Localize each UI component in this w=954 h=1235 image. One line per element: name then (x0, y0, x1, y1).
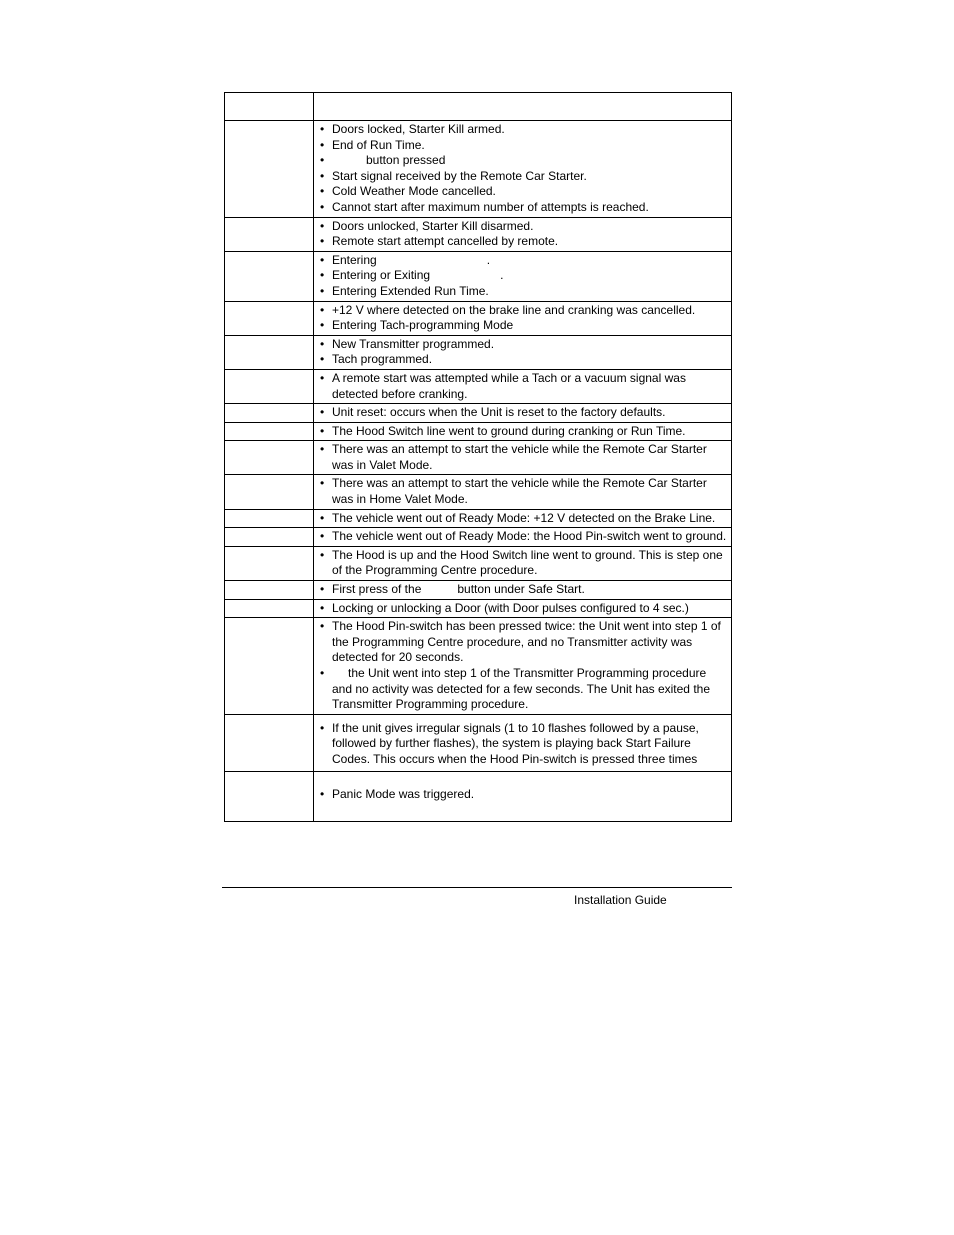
bullet-list (314, 370, 731, 403)
bullet-item: • Remote start attempt cancelled by remote. (332, 234, 727, 250)
bullet-list (314, 528, 731, 546)
bullet-item: • There was an attempt to start the vehicle while the Remote Car Starter was in Valet Mode. (332, 442, 727, 473)
table-row (225, 335, 732, 369)
bullet-list (314, 581, 731, 599)
bullet-item: • New Transmitter programmed. (332, 337, 727, 353)
bullet-text: the Unit went into step 1 of the Transmitter Programming procedure and no activity was detected for a few seconds. The Unit has exited the Transmitter Programming procedure. (332, 666, 710, 712)
bullet-list (314, 218, 731, 251)
label-cell (225, 509, 314, 528)
table-row (225, 528, 732, 547)
table-row (225, 618, 732, 715)
label-cell (225, 771, 314, 821)
bullet-item: • Unit reset: occurs when the Unit is reset to the factory defaults. (332, 405, 727, 421)
bullet-list (314, 547, 731, 580)
footer-title: Installation Guide (574, 893, 667, 907)
label-cell (225, 714, 314, 771)
bullet-text: button pressed (366, 153, 446, 168)
label-cell (225, 618, 314, 715)
bullet-item: • Tach programmed. (332, 352, 727, 368)
bullet-list (314, 121, 731, 217)
label-cell (225, 528, 314, 547)
description-cell (314, 581, 732, 600)
header-cell-signal (225, 93, 314, 121)
label-cell (225, 335, 314, 369)
description-cell (314, 335, 732, 369)
table-row (225, 599, 732, 618)
label-cell (225, 546, 314, 580)
bullet-item: • Doors unlocked, Starter Kill disarmed. (332, 219, 727, 235)
bullet-item: • Panic Mode was triggered. (332, 787, 727, 803)
description-cell (314, 121, 732, 218)
bullet-list (314, 600, 731, 618)
label-cell (225, 251, 314, 301)
description-cell (314, 771, 732, 821)
label-cell (225, 441, 314, 475)
bullet-item: • If the unit gives irregular signals (1 to 10 flashes followed by a pause, followed by further flashes), the system is playing back Start Failure Codes. This occurs when the Hood Pin-switch is pressed three times (332, 721, 727, 768)
table-row (225, 509, 732, 528)
bullet-list (314, 336, 731, 369)
bullet-text: Entering or Exiting (332, 268, 431, 283)
bullet-item: • Cannot start after maximum number of attempts is reached. (332, 200, 727, 216)
table-row (225, 251, 732, 301)
label-cell (225, 369, 314, 403)
bullet-list (314, 772, 731, 804)
bullet-text: Entering (332, 252, 377, 267)
bullet-list (314, 441, 731, 474)
bullet-item: • Entering or Exiting . (332, 268, 727, 284)
label-cell (225, 422, 314, 441)
table-row (225, 546, 732, 580)
description-cell (314, 441, 732, 475)
bullet-item: • There was an attempt to start the vehicle while the Remote Car Starter was in Home Valet Mode. (332, 476, 727, 507)
description-cell (314, 251, 732, 301)
bullet-list (314, 475, 731, 508)
bullet-item: • +12 V where detected on the brake line and cranking was cancelled. (332, 303, 727, 319)
description-cell (314, 509, 732, 528)
bullet-item: • Cold Weather Mode cancelled. (332, 184, 727, 200)
bullet-item: • Entering . (332, 253, 727, 269)
table-row (225, 301, 732, 335)
signals-table (224, 92, 732, 822)
label-cell (225, 475, 314, 509)
bullet-item: • A remote start was attempted while a Tach or a vacuum signal was detected before cranking. (332, 371, 727, 402)
description-cell (314, 528, 732, 547)
bullet-item: • The vehicle went out of Ready Mode: the Hood Pin-switch went to ground. (332, 529, 727, 545)
bullet-list (314, 618, 731, 714)
bullet-list (314, 715, 731, 769)
table-row (225, 404, 732, 423)
bullet-item: • Doors locked, Starter Kill armed. (332, 122, 727, 138)
bullet-text: button under Safe Start. (457, 582, 585, 597)
table-row (225, 217, 732, 251)
label-cell (225, 404, 314, 423)
bullet-list (314, 252, 731, 301)
label-cell (225, 217, 314, 251)
table-row (225, 422, 732, 441)
table-row (225, 771, 732, 821)
bullet-item (332, 666, 727, 713)
description-cell (314, 404, 732, 423)
bullet-item: • The Hood Pin-switch has been pressed twice: the Unit went into step 1 of the Programming Centre procedure, and no Transmitter activity was detected for 20 seconds. (332, 619, 727, 666)
bullet-item: • Locking or unlocking a Door (with Door pulses configured to 4 sec.) (332, 601, 727, 617)
description-cell (314, 217, 732, 251)
footer-divider (222, 887, 732, 888)
label-cell (225, 301, 314, 335)
bullet-list (314, 510, 731, 528)
bullet-item: • End of Run Time. (332, 138, 727, 154)
bullet-item: • The Hood Switch line went to ground during cranking or Run Time. (332, 424, 727, 440)
description-cell (314, 422, 732, 441)
bullet-item (332, 153, 727, 169)
bullet-item (332, 582, 727, 598)
header-cell-description (314, 93, 732, 121)
bullet-item: • Start signal received by the Remote Car Starter. (332, 169, 727, 185)
table-row (225, 714, 732, 771)
bullet-list (314, 302, 731, 335)
table-row (225, 441, 732, 475)
description-cell (314, 546, 732, 580)
label-cell (225, 599, 314, 618)
description-cell (314, 618, 732, 715)
bullet-item: • Entering Tach-programming Mode (332, 318, 727, 334)
label-cell (225, 121, 314, 218)
bullet-list (314, 423, 731, 441)
table-row (225, 369, 732, 403)
bullet-item: • The vehicle went out of Ready Mode: +12 V detected on the Brake Line. (332, 511, 727, 527)
description-cell (314, 599, 732, 618)
description-cell (314, 369, 732, 403)
bullet-item: • Entering Extended Run Time. (332, 284, 727, 300)
description-cell (314, 301, 732, 335)
bullet-text: First press of the (332, 582, 422, 597)
bullet-list (314, 404, 731, 422)
table-row (225, 121, 732, 218)
label-cell (225, 581, 314, 600)
table-row (225, 581, 732, 600)
bullet-item: • The Hood is up and the Hood Switch line went to ground. This is step one of the Programming Centre procedure. (332, 548, 727, 579)
table-header-row (225, 93, 732, 121)
table-row (225, 475, 732, 509)
description-cell (314, 475, 732, 509)
description-cell (314, 714, 732, 771)
